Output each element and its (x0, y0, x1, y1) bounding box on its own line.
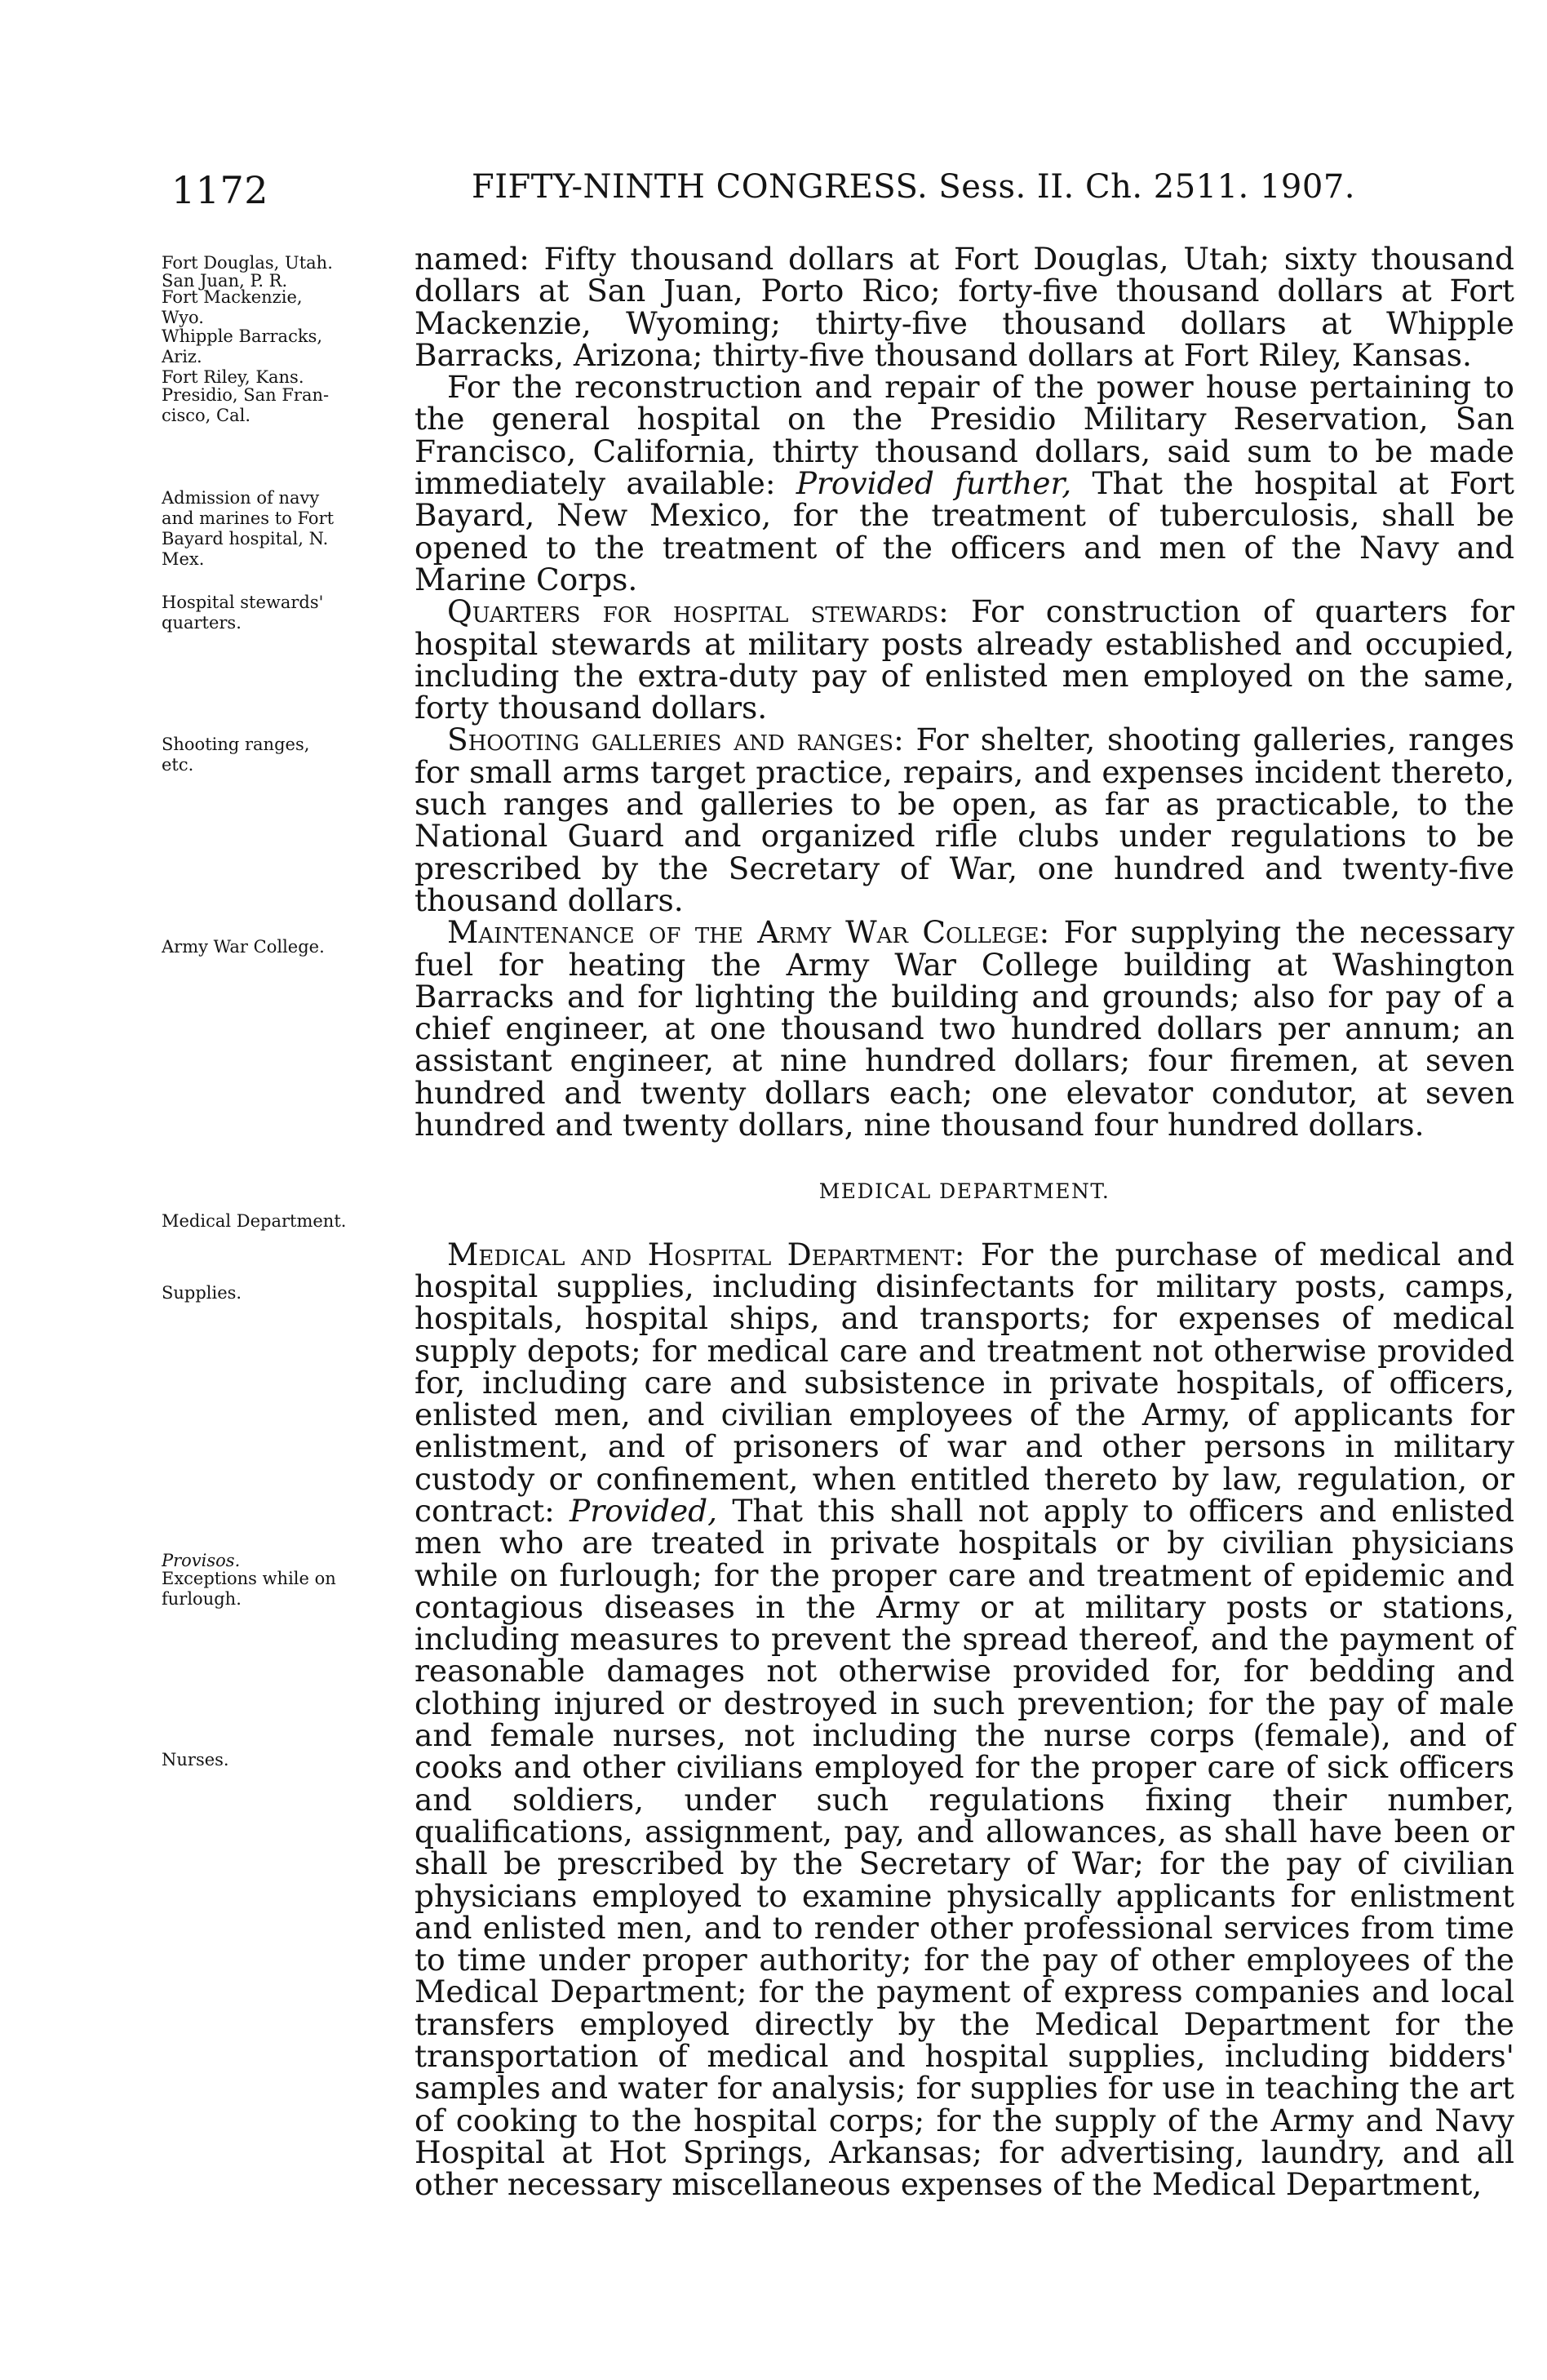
statute-body (414, 243, 1514, 2349)
note-exceptions-furlough: Exceptions while on furlough. (162, 1569, 336, 1609)
paragraph-army-war-college: Maintenance of the Army War College: For supplying the necessary fuel for heating the Army War College building at Washington Barracks and for lighting the building and grounds; also for pay of a chief engineer, at one thousand two hundred dollars per annum; an assistant engineer, at nine hundred dollars; four firemen, at seven hundred and twenty dollars each; one elevator condutor, at seven hundred and twenty dollars, nine thousand four hundred dollars. (414, 914, 1515, 1143)
page-number: 1172 (171, 168, 269, 212)
page-header (160, 168, 1514, 217)
note-provisos: Provisos. (162, 1551, 241, 1570)
note-army-war-college: Army War College. (162, 937, 325, 957)
note-admission: Admission of navy and marines to Fort Bayard hospital, N. Mex. (162, 488, 335, 569)
note-fort-riley: Fort Riley, Kans. (162, 367, 304, 387)
paragraph-shooting-galleries: Shooting galleries and ranges: For shelter, shooting galleries, ranges for small arms target practice, repairs, and expenses incident thereto, such ranges and galleries to be open, as far as practicable, to the National Guard and organized rifle clubs under regulations to be prescribed by the Secretary of War, one hundred and twenty-five thousand dollars. (414, 722, 1514, 918)
paragraph-appropriations-posts: named: Fifty thousand dollars at Fort Douglas, Utah; sixty thousand dollars at San Juan, Porto Rico; forty-five thousand dollars at Fort Mackenzie, Wyoming; thirty-five thousand dollars at Whipple Barracks, Arizona; thirty-five thousand dollars at Fort Riley, Kansas. (414, 241, 1514, 373)
note-whipple-barracks: Whipple Barracks, Ariz. (162, 326, 323, 366)
paragraph-medical-hospital-department: Medical and Hospital Department: For the purchase of medical and hospital supplies, including disinfectants for military posts, camps, hospitals, hospital ships, and transports; for expenses of medical supply depots; for medical care and treatment not otherwise provided for, including care and subsistence in private hospitals, of officers, enlisted men, and civilian employees of the Army, of applicants for enlistment, and of prisoners of war and other persons in military custody or confinement, when entitled thereto by law, regulation, or contract: Provided, That this shall not apply to officers and enlisted men who are treated in private hospitals or by civilian physicians while on furlough; for the proper care and treatment of epidemic and contagious diseases in the Army or at military posts or stations, including measures to prevent the spread thereof, and the payment of reasonable damages not otherwise provided for, for bedding and clothing injured or destroyed in such prevention; for the pay of male and female nurses, not including the nurse corps (female), and of cooks and other civilians employed for the proper care of sick officers and soldiers, under such regulations fixing their number, qualifications, assignment, pay, and allowances, as shall have been or shall be prescribed by the Secretary of War; for the pay of civilian physicians employed to examine physically applicants for enlistment and enlisted men, and to render other professional services from time to time under proper authority; for the pay of other employees of the Medical Department; for the payment of express companies and local transfers employed directly by the Medical Department for the transportation of medical and hospital supplies, including bidders' samples and water for analysis; for supplies for use in teaching the art of cooking to the hospital corps; for the supply of the Army and Navy Hospital at Hot Springs, Arkansas; for advertising, laundry, and all other necessary miscellaneous expenses of the Medical Department, (414, 1236, 1514, 2203)
note-fort-douglas: Fort Douglas, Utah. (162, 253, 333, 273)
note-presidio: Presidio, San Fran- cisco, Cal. (162, 385, 330, 425)
note-nurses: Nurses. (162, 1750, 229, 1769)
note-shooting-ranges: Shooting ranges, etc. (162, 735, 310, 775)
section-heading-medical: MEDICAL DEPARTMENT. (818, 1179, 1110, 1204)
note-hospital-stewards: Hospital stewards' quarters. (162, 593, 324, 633)
note-san-juan: San Juan, P. R. (162, 271, 288, 291)
running-title: FIFTY-NINTH CONGRESS. Sess. II. Ch. 2511. 1907. (472, 168, 1355, 206)
note-fort-mackenzie: Fort Mackenzie, Wyo. (162, 287, 303, 327)
margin-notes (162, 251, 406, 2341)
paragraph-presidio-power-house: For the reconstruction and repair of the power house pertaining to the general hospital on the Presidio Military Reservation, San Francisco, California, thirty thousand dollars, said sum to be made immediately available: Provided further, That the hospital at Fort Bayard, New Mexico, for the treatment of tuberculosis, shall be opened to the treatment of the officers and men of the Navy and Marine Corps. (414, 369, 1514, 597)
note-supplies: Supplies. (162, 1283, 242, 1303)
paragraph-hospital-stewards-quarters: Quarters for hospital stewards: For construction of quarters for hospital stewards at military posts already established and occupied, including the extra-duty pay of enlisted men employed on the same, forty thousand dollars. (414, 593, 1514, 726)
note-medical-department: Medical Department. (162, 1211, 347, 1231)
